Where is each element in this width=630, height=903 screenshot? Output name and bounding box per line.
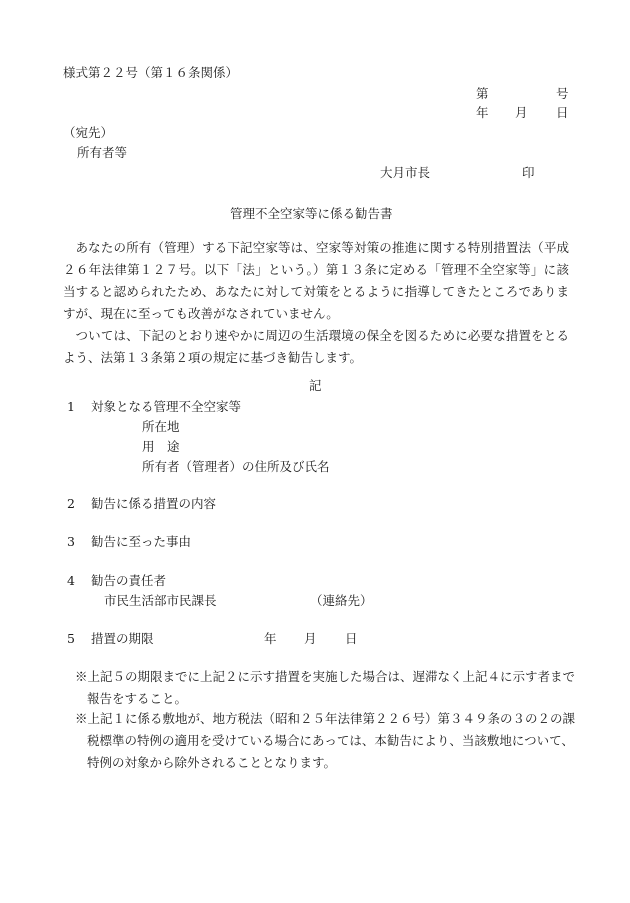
document-title: 管理不全空家等に係る勧告書 bbox=[230, 206, 393, 221]
item-label-5: 措置の期限 bbox=[91, 631, 154, 646]
body-paragraph-2: ついては、下記のとおり速やかに周辺の生活環境の保全を図るために必要な措置をとるよう、法第１３条第２項の規定に基づき勧告します。 bbox=[63, 328, 569, 365]
addressee-label: （宛先） bbox=[63, 125, 114, 140]
item1-location: 所在地 bbox=[142, 419, 180, 434]
date-day: 日 bbox=[556, 105, 569, 120]
item-label-2: 勧告に係る措置の内容 bbox=[91, 496, 217, 511]
deadline-month: 月 bbox=[304, 631, 317, 646]
addressee: 所有者等 bbox=[77, 145, 128, 160]
item-number-2: 2 bbox=[67, 496, 75, 511]
item-label-3: 勧告に至った事由 bbox=[91, 534, 192, 549]
note-2: ※上記１に係る敷地が、地方税法（昭和２５年法律第２２６号）第３４９条の３の２の課税標準の特例の適用を受けている場合にあっては、本勧告により、当該敷地について、特例の対象から除外されることとなります。 bbox=[75, 711, 576, 770]
item1-use: 用 途 bbox=[142, 439, 180, 454]
item-number-5: 5 bbox=[67, 631, 75, 646]
doc-number-suffix: 号 bbox=[556, 86, 569, 101]
date-month: 月 bbox=[515, 105, 528, 120]
item-number-4: 4 bbox=[67, 573, 75, 588]
note-1: ※上記５の期限までに上記２に示す措置を実施した場合は、遅滞なく上記４に示す者まで報告をすること。 bbox=[75, 669, 576, 706]
item4-contact: （連絡先） bbox=[310, 593, 373, 608]
issuer-name: 大月市長 bbox=[380, 165, 431, 180]
item4-department: 市民生活部市民課長 bbox=[104, 593, 217, 608]
deadline-day: 日 bbox=[345, 631, 358, 646]
deadline-year: 年 bbox=[264, 631, 277, 646]
body-paragraph-1: あなたの所有（管理）する下記空家等は、空家等対策の推進に関する特別措置法（平成２６年法律第１２７号。以下「法」という。）第１３条に定める「管理不全空家等」に該当すると認められたため、あなたに対して対策をとるように指導してきたところでありますが、現在に至っても改善がなされていません。 bbox=[63, 240, 569, 321]
form-number: 様式第２２号（第１６条関係） bbox=[63, 65, 239, 80]
date-year: 年 bbox=[476, 105, 489, 120]
ki-heading: 記 bbox=[309, 378, 322, 393]
doc-number-prefix: 第 bbox=[476, 86, 489, 101]
item1-owner: 所有者（管理者）の住所及び氏名 bbox=[142, 459, 330, 474]
seal-mark: 印 bbox=[522, 165, 535, 180]
body-text bbox=[63, 237, 569, 369]
item-label-4: 勧告の責任者 bbox=[91, 573, 167, 588]
item-label-1: 対象となる管理不全空家等 bbox=[91, 399, 242, 414]
item-number-1: 1 bbox=[67, 399, 75, 414]
item-number-3: 3 bbox=[67, 534, 75, 549]
